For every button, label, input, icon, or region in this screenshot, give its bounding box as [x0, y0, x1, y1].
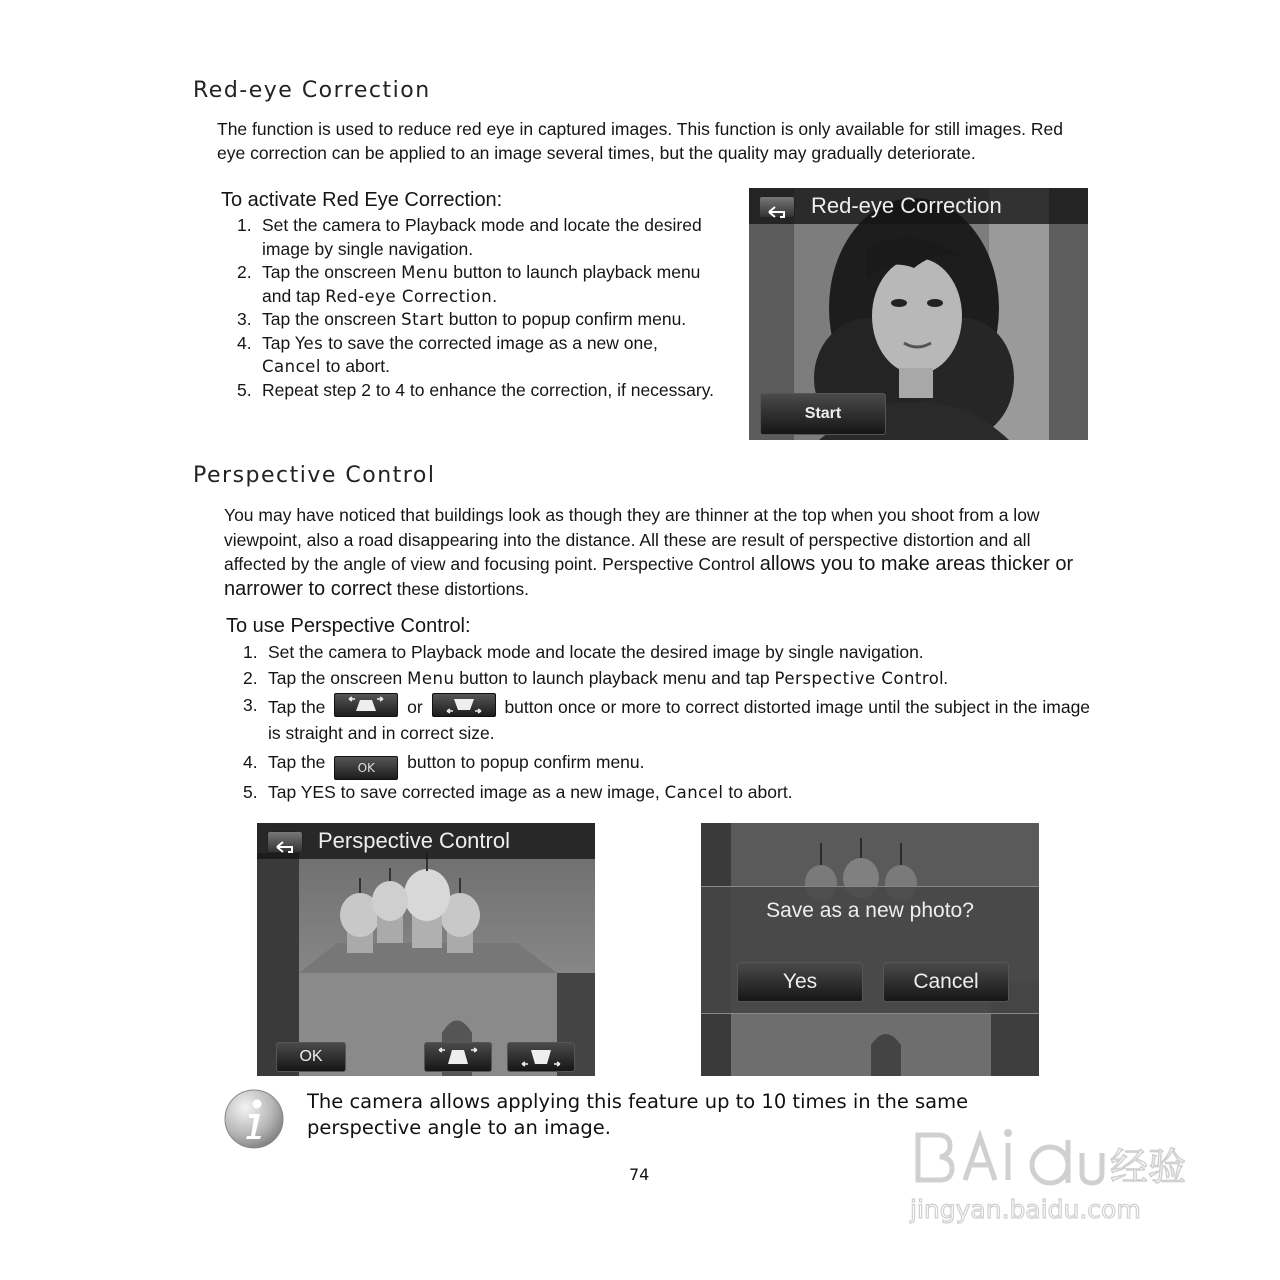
page-number: 74: [629, 1165, 650, 1184]
baidu-logo: [910, 1125, 1210, 1195]
cathedral-photo: [257, 823, 595, 1076]
step-text: to abort.: [320, 356, 390, 376]
red-eye-camera-screen: [749, 188, 1088, 440]
step-number: 4.: [237, 332, 252, 353]
note-text: The camera allows applying this feature up to 10 times in the same perspective angle to an image.: [307, 1090, 969, 1139]
step-number: 3.: [243, 695, 258, 715]
start-keyword: Start: [401, 310, 444, 329]
perspective-steps: [243, 640, 1093, 806]
info-icon: [223, 1088, 285, 1150]
screen-title: Perspective Control: [318, 828, 510, 853]
list-item: [237, 332, 717, 379]
menu-keyword: Menu: [401, 263, 449, 282]
step-text: Tap the: [268, 697, 331, 717]
list-item: [243, 693, 1093, 746]
narrow-top-icon[interactable]: [507, 1042, 575, 1072]
intro-emphasis: allows you to make areas thicker or narrower to correct: [224, 553, 1074, 600]
step-text: l.: [939, 667, 949, 688]
red-eye-intro: The function is used to reduce red eye in captured images. This function is only available for still images. Red eye correction can be applied to an image several times, but the quality may gradually deteriorate.: [217, 119, 1063, 163]
perspective-keyword: Perspective Contro: [774, 668, 940, 688]
baidu-watermark: [910, 1125, 1210, 1235]
step-text: or: [402, 697, 428, 717]
list-item: [237, 308, 717, 332]
red-eye-steps: [237, 214, 717, 402]
step-number: 1.: [243, 642, 258, 662]
step-text: Tap YES to save corrected image as a new image,: [268, 782, 665, 802]
step-number: 4.: [243, 752, 258, 772]
step-number: 5.: [243, 782, 258, 802]
step-text: button to popup confirm menu.: [443, 309, 687, 329]
step-text: button to popup confirm menu.: [402, 752, 645, 772]
step-text: Tap the onscreen: [268, 667, 408, 688]
step-number: 2.: [243, 667, 258, 688]
narrow-top-icon: [432, 693, 496, 717]
perspective-camera-screen: [257, 823, 595, 1076]
screen-title-bar: [257, 823, 595, 859]
step-text: Tap: [262, 332, 296, 353]
step-text: button once or more to correct distorted image until the subject in the image is straight and in correct size.: [268, 697, 1091, 743]
intro-text: these distortions.: [391, 578, 529, 599]
step-text: button to launch playback menu and tap: [262, 262, 701, 306]
section-heading-red-eye: Red-eye Correction: [193, 78, 431, 103]
svg-text:经验: 经验: [1110, 1145, 1187, 1189]
step-text: .: [492, 285, 498, 306]
perspective-intro: [224, 503, 1094, 601]
step-text: Tap the: [268, 752, 331, 772]
step-text: to abort.: [723, 782, 793, 802]
widen-top-icon: [334, 693, 398, 717]
intro-text: You may have noticed that buildings look as though they are thinner at the top when you shoot from a low viewpoint, also a road disappearing into the distance. All these are result of perspective distortion and all affected by the angle of view and focusing point. Perspective Control: [224, 505, 1040, 574]
back-arrow-icon[interactable]: [759, 196, 795, 218]
cancel-keyword: Cancel: [664, 783, 724, 802]
ok-button[interactable]: OK: [276, 1042, 346, 1072]
red-eye-activate-title: To activate Red Eye Correction:: [221, 189, 503, 211]
cancel-keyword: Cancel: [262, 357, 321, 376]
step-number: 1.: [237, 215, 252, 235]
list-item: [237, 214, 717, 261]
step-text: Set the camera to Playback mode and locate the desired image by single navigation.: [262, 215, 702, 259]
step-text: button to launch playback menu and tap: [454, 667, 775, 688]
confirm-prompt: Save as a new photo?: [766, 899, 974, 922]
list-item: [237, 261, 717, 308]
step-text: to save the corrected image as a new one,: [323, 332, 658, 353]
step-text: Repeat step 2 to 4 to enhance the correction, if necessary.: [262, 379, 715, 400]
watermark-url: jingyan.baidu.com: [910, 1195, 1141, 1224]
start-button[interactable]: Start: [760, 393, 886, 435]
screen-title: Red-eye Correction: [811, 193, 1002, 218]
ok-button-illustration: OK: [334, 756, 398, 780]
list-item: [243, 666, 1093, 692]
step-text: Tap the onscreen: [262, 262, 402, 282]
screen-title-bar: [749, 188, 1088, 224]
list-item: [243, 640, 1093, 666]
confirm-dialog: [701, 886, 1039, 1014]
confirm-camera-screen: [701, 823, 1039, 1076]
step-number: 5.: [237, 379, 252, 400]
cancel-button[interactable]: Cancel: [883, 962, 1009, 1002]
list-item: [243, 750, 1093, 780]
step-text: Tap the onscreen: [262, 309, 402, 329]
back-arrow-icon[interactable]: [267, 831, 303, 853]
widen-top-icon[interactable]: [424, 1042, 492, 1072]
perspective-use-title: To use Perspective Control:: [226, 615, 471, 637]
section-heading-perspective: Perspective Control: [193, 463, 436, 488]
red-eye-keyword: Red-eye Correction: [325, 286, 493, 306]
list-item: [237, 379, 717, 403]
yes-button[interactable]: Yes: [737, 962, 863, 1002]
yes-keyword: Yes: [295, 333, 324, 353]
menu-keyword: Menu: [407, 668, 455, 688]
list-item: [243, 780, 1093, 806]
step-text: Set the camera to Playback mode and locate the desired image by single navigation.: [268, 642, 924, 662]
step-number: 3.: [237, 309, 252, 329]
step-number: 2.: [237, 262, 252, 282]
